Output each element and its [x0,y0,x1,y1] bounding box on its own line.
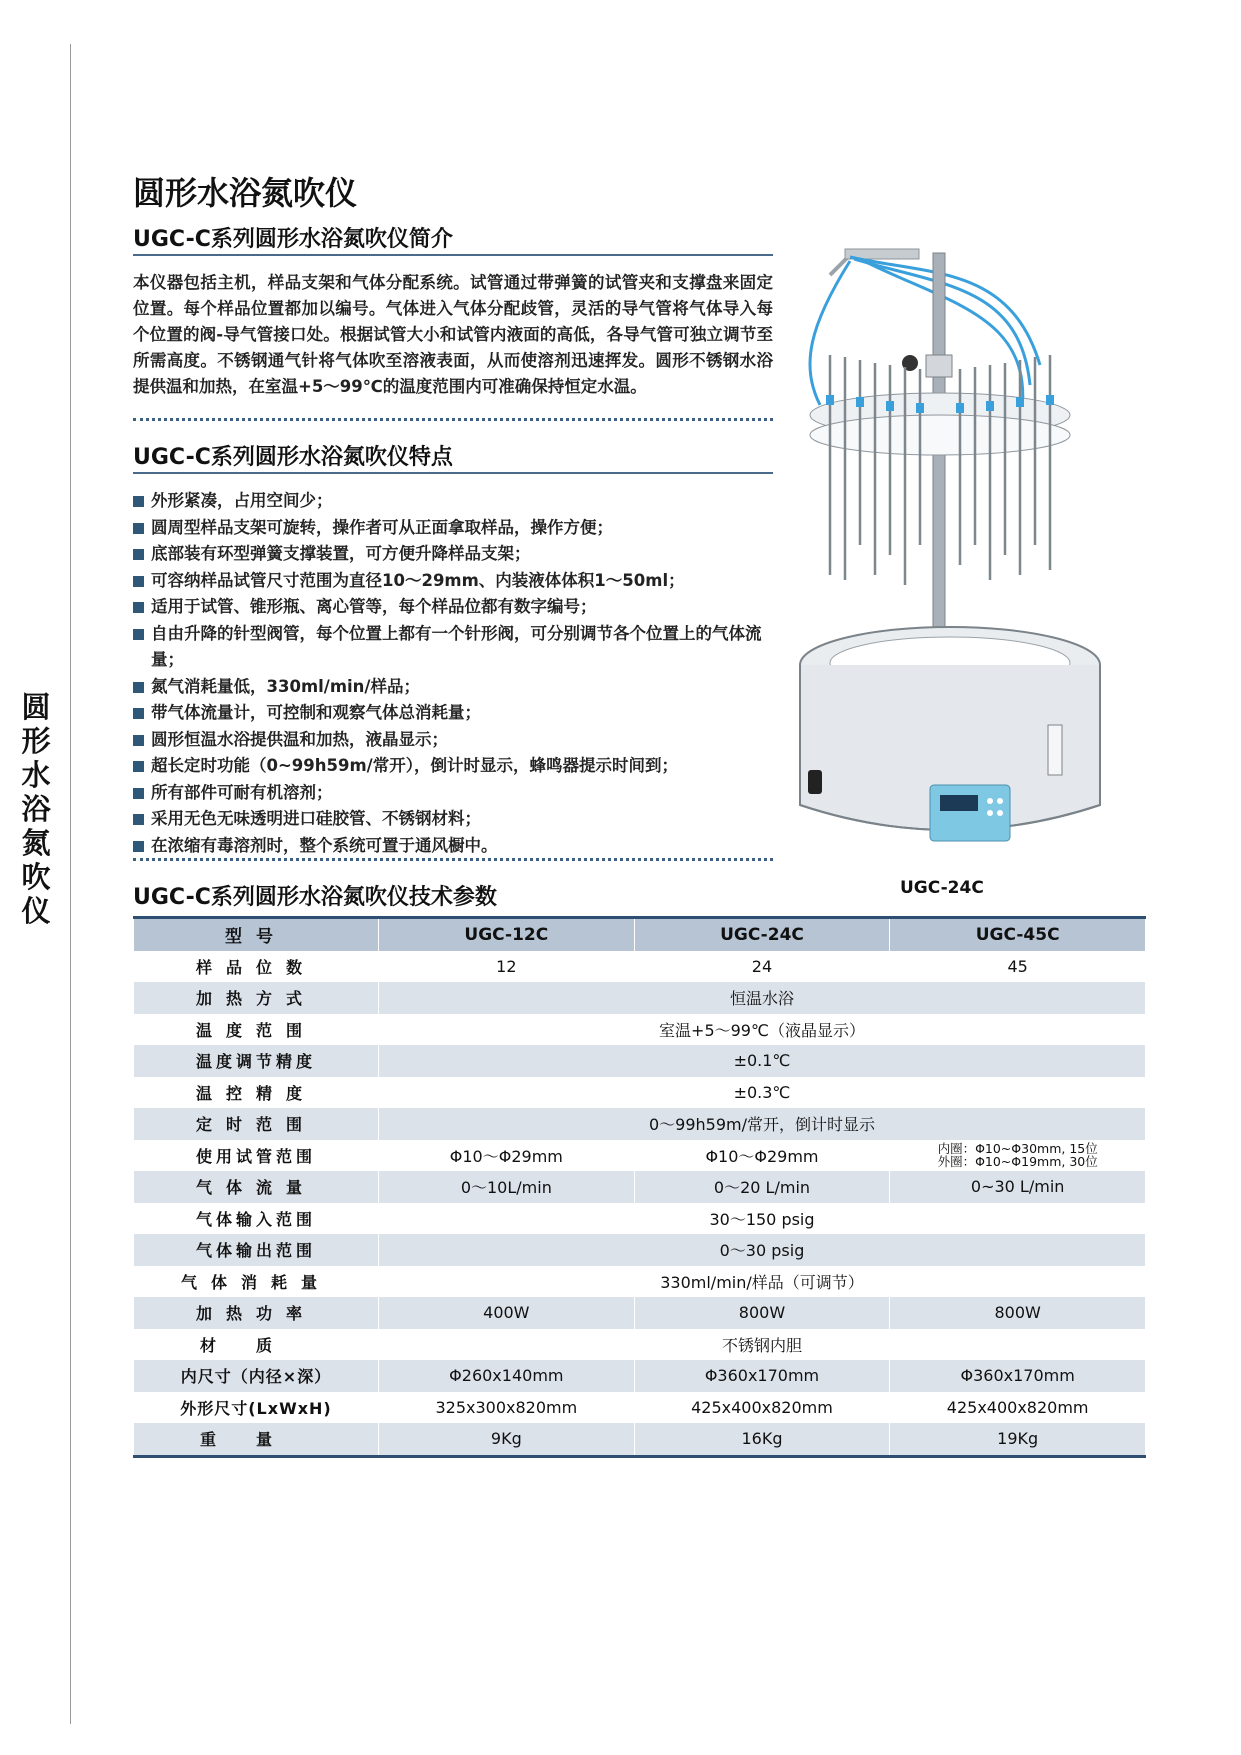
feature-item: 圆周型样品支架可旋转，操作者可从正面拿取样品，操作方便； [133,515,773,542]
product-caption: UGC-24C [900,878,984,898]
square-bullet-icon [133,708,144,719]
table-cell: 16Kg [634,1423,890,1456]
feature-item: 带气体流量计，可控制和观察气体总消耗量； [133,700,773,727]
table-row [134,982,1146,1014]
table-row [134,1423,1146,1456]
table-cell: 12 [379,951,635,983]
feature-item: 超长定时功能（0~99h59m/常开），倒计时显示，蜂鸣器提示时间到； [133,753,773,780]
square-bullet-icon [133,523,144,534]
table-cell: 9Kg [379,1423,635,1456]
table-cell: 0～20 L/min [634,1171,890,1203]
square-bullet-icon [133,576,144,587]
column-header-model: 型号 [134,918,379,951]
row-label: 内尺寸（内径×深） [134,1360,379,1392]
row-label: 重量 [134,1423,379,1456]
square-bullet-icon [133,814,144,825]
table-cell: 室温+5～99℃（液晶显示） [379,1014,1146,1046]
side-vertical-title: 圆形水浴氮吹仪 [21,690,51,928]
feature-item: 采用无色无味透明进口硅胶管、不锈钢材料； [133,806,773,833]
feature-item: 自由升降的针型阀管，每个位置上都有一个针形阀，可分别调节各个位置上的气体流量； [133,621,773,674]
table-cell: 0～99h59m/常开，倒计时显示 [379,1108,1146,1140]
table-cell: Φ10～Φ29mm [634,1140,890,1172]
row-label: 气体流量 [134,1171,379,1203]
square-bullet-icon [133,496,144,507]
table-cell: 30～150 psig [379,1203,1146,1235]
row-label: 气体输出范围 [134,1234,379,1266]
square-bullet-icon [133,735,144,746]
table-cell: Φ10～Φ29mm [379,1140,635,1172]
table-row [134,1140,1146,1172]
table-row [134,1077,1146,1109]
feature-item: 氮气消耗量低，330ml/min/样品； [133,674,773,701]
feature-item: 底部装有环型弹簧支撑装置，可方便升降样品支架； [133,541,773,568]
square-bullet-icon [133,761,144,772]
table-cell: ±0.3℃ [379,1077,1146,1109]
table-row [134,1014,1146,1046]
feature-item: 在浓缩有毒溶剂时，整个系统可置于通风橱中。 [133,833,773,860]
row-label: 样品位数 [134,951,379,983]
square-bullet-icon [133,682,144,693]
intro-paragraph: 本仪器包括主机，样品支架和气体分配系统。试管通过带弹簧的试管夹和支撑盘来固定位置。每个样品位置都加以编号。气体进入气体分配歧管，灵活的导气管将气体导入每个位置的阀-导气管接口处。根据试管大小和试管内液面的高低，各导气管可独立调节至所需高度。不锈钢通气针将气体吹至溶液表面，从而使溶剂迅速挥发。圆形不锈钢水浴提供温和加热，在室温+5～99℃的温度范围内可准确保持恒定水温。 [133,273,773,396]
table-cell: 0～30 psig [379,1234,1146,1266]
table-row [134,951,1146,983]
table-cell: 325x300x820mm [379,1392,635,1424]
row-label: 气体消耗量 [134,1266,379,1298]
square-bullet-icon [133,602,144,613]
table-row [134,1266,1146,1298]
column-header: UGC-45C [890,918,1146,951]
table-cell: 24 [634,951,890,983]
intro-heading-rule [133,254,773,256]
table-cell: 425x400x820mm [634,1392,890,1424]
table-cell: 800W [890,1297,1146,1329]
column-header: UGC-12C [379,918,635,951]
feature-item: 适用于试管、锥形瓶、离心管等，每个样品位都有数字编号； [133,594,773,621]
table-header-row [134,918,1146,951]
square-bullet-icon [133,629,144,640]
table-cell: Φ260x140mm [379,1360,635,1392]
table-cell: Φ360x170mm [634,1360,890,1392]
table-cell: 0～10L/min [379,1171,635,1203]
row-label: 定时范围 [134,1108,379,1140]
table-cell: 330ml/min/样品（可调节） [379,1266,1146,1298]
table-cell: ±0.1℃ [379,1045,1146,1077]
row-label: 气体输入范围 [134,1203,379,1235]
table-row [134,1203,1146,1235]
features-heading-rule [133,472,773,474]
column-header: UGC-24C [634,918,890,951]
table-row [134,1360,1146,1392]
table-row [134,1329,1146,1361]
row-label: 材质 [134,1329,379,1361]
table-cell: 0~30 L/min [890,1171,1146,1203]
features-divider [133,858,773,861]
table-cell: 不锈钢内胆 [379,1329,1146,1361]
table-row [134,1108,1146,1140]
square-bullet-icon [133,549,144,560]
page-title: 圆形水浴氮吹仪 [133,174,358,212]
feature-item: 圆形恒温水浴提供温和加热，液晶显示； [133,727,773,754]
intro-heading: UGC-C系列圆形水浴氮吹仪简介 [133,227,453,252]
table-row [134,1392,1146,1424]
table-cell: 恒温水浴 [379,982,1146,1014]
row-label: 加热方式 [134,982,379,1014]
table-cell: 400W [379,1297,635,1329]
row-label: 加热功率 [134,1297,379,1329]
row-label: 温度范围 [134,1014,379,1046]
feature-item: 所有部件可耐有机溶剂； [133,780,773,807]
row-label: 温度调节精度 [134,1045,379,1077]
table-row [134,1045,1146,1077]
spec-heading: UGC-C系列圆形水浴氮吹仪技术参数 [133,885,497,910]
table-cell: 内圈：Φ10~Φ30mm, 15位 外圈：Φ10~Φ19mm, 30位 [890,1140,1146,1172]
row-label: 温控精度 [134,1077,379,1109]
row-label: 外形尺寸(LxWxH) [134,1392,379,1424]
table-cell: 425x400x820mm [890,1392,1146,1424]
intro-divider [133,418,773,421]
table-cell: Φ360x170mm [890,1360,1146,1392]
feature-item: 外形紧凑，占用空间少； [133,488,773,515]
table-row [134,1171,1146,1203]
table-row [134,1297,1146,1329]
product-illustration [790,245,1110,855]
feature-item: 可容纳样品试管尺寸范围为直径10～29mm、内装液体体积1～50ml； [133,568,773,595]
table-cell: 19Kg [890,1423,1146,1456]
table-cell: 800W [634,1297,890,1329]
square-bullet-icon [133,841,144,852]
table-cell: 45 [890,951,1146,983]
spec-table [133,916,1146,1458]
table-row [134,1234,1146,1266]
square-bullet-icon [133,788,144,799]
row-label: 使用试管范围 [134,1140,379,1172]
features-heading: UGC-C系列圆形水浴氮吹仪特点 [133,445,453,470]
features-list [133,488,773,859]
margin-rule [70,44,71,1724]
